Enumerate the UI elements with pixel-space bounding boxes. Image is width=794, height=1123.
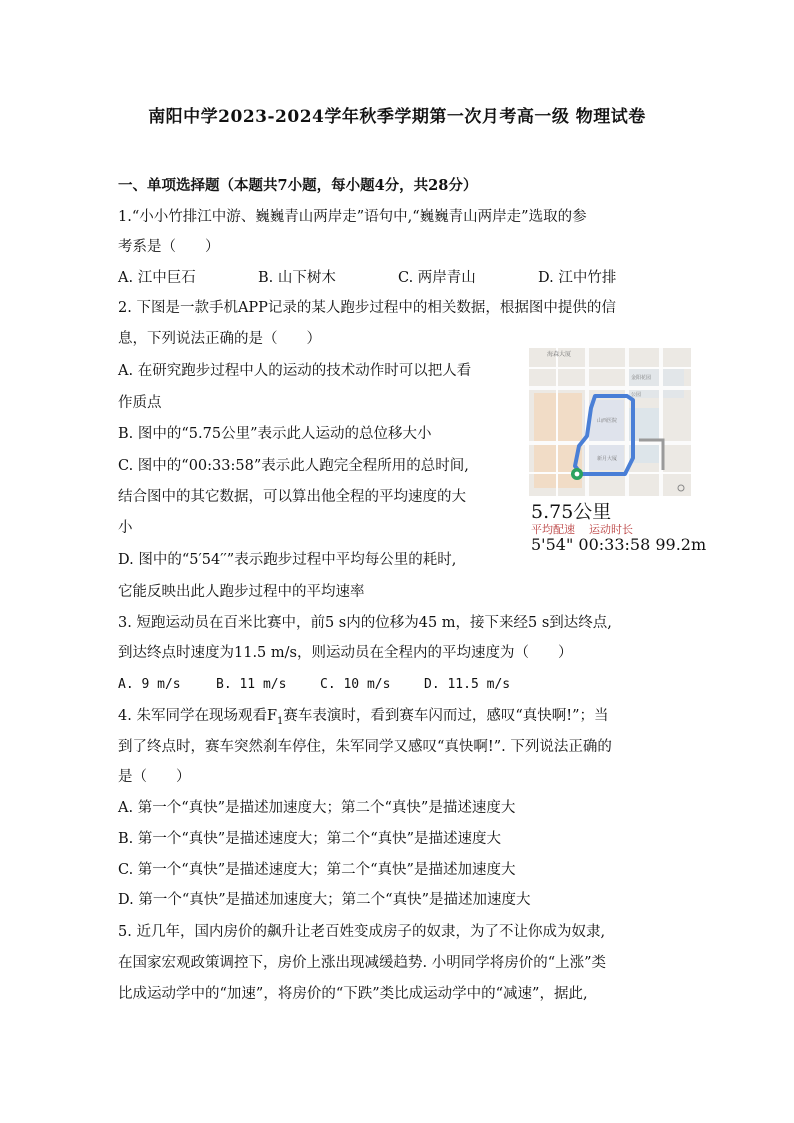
q1-option-a: A. 江中巨石 — [118, 270, 196, 286]
running-map-figure — [529, 348, 691, 496]
q2-option-d-2: 它能反映出此人跑步过程中的平均速率 — [118, 584, 365, 600]
q2-option-c-3: 小 — [118, 520, 133, 536]
q2-option-c-2: 结合图中的其它数据，可以算出他全程的平均速度的大 — [118, 489, 466, 505]
q1-options — [118, 268, 616, 288]
q4-option-d: D. 第一个“真快”是描述加速度大；第二个“真快”是描述加速度大 — [118, 892, 531, 908]
q2-option-b: B. 图中的“5.75公里”表示此人运动的总位移大小 — [118, 426, 432, 442]
q1-option-d: D. 江中竹排 — [538, 270, 617, 286]
q5-line-3: 比成运动学中的“加速”，将房价的“下跌”类比成运动学中的“减速”，据此, — [118, 986, 588, 1002]
q4-option-c: C. 第一个“真快”是描述速度大；第二个“真快”是描述加速度大 — [118, 862, 516, 878]
svg-text:山西医院: 山西医院 — [597, 418, 618, 424]
map-graphic — [529, 348, 691, 496]
q4-option-b: B. 第一个“真快”是描述速度大；第二个“真快”是描述速度大 — [118, 831, 502, 847]
q1-option-b: B. 山下树木 — [258, 270, 336, 286]
q3-options — [118, 675, 510, 695]
label-duration: 运动时长 — [589, 523, 633, 536]
q5-line-1: 5. 近几年，国内房价的飙升让老百姓变成房子的奴隶，为了不让你成为奴隶, — [118, 924, 606, 940]
q4-option-a: A. 第一个“真快”是描述加速度大；第二个“真快”是描述速度大 — [118, 800, 516, 816]
q2-option-a-2: 作质点 — [118, 395, 162, 411]
run-stats: 5'54" 00:33:58 99.2m — [531, 535, 707, 554]
q2-line-2: 息，下列说法正确的是（ ） — [118, 331, 321, 347]
svg-text:新月大厦: 新月大厦 — [597, 456, 618, 462]
q4-subscript: 1 — [277, 715, 284, 727]
run-distance: 5.75公里 — [531, 501, 612, 523]
label-average-pace: 平均配速 — [531, 523, 575, 536]
q4-line-1-pre: 4. 朱军同学在现场观看F — [118, 708, 278, 724]
q2-option-d-1: D. 图中的“5′54′′”表示跑步过程中平均每公里的耗时, — [118, 552, 457, 568]
section-heading: 一、单项选择题（本题共7小题，每小题4分，共28分） — [118, 177, 478, 194]
q4-line-1 — [118, 706, 609, 732]
svg-text:海森大厦: 海森大厦 — [547, 351, 572, 358]
q1-line-1: 1.“小小竹排江中游、巍巍青山两岸走”语句中,“巍巍青山两岸走”选取的参 — [118, 209, 587, 225]
page-title: 南阳中学2023-2024学年秋季学期第一次月考高一级 物理试卷 — [148, 107, 646, 127]
q4-line-3: 是（ ） — [118, 769, 191, 785]
svg-text:公园: 公园 — [631, 392, 642, 398]
q3-line-2: 到达终点时速度为11.5 m/s，则运动员在全程内的平均速度为（ ） — [118, 645, 573, 661]
q3-option-b: B. 11 m/s — [216, 677, 287, 692]
q2-option-a-1: A. 在研究跑步过程中人的运动的技术动作时可以把人看 — [118, 363, 472, 379]
q3-line-1: 3. 短跑运动员在百米比赛中，前5 s内的位移为45 m，接下来经5 s到达终点, — [118, 615, 612, 631]
q1-line-2: 考系是（ ） — [118, 239, 220, 255]
q2-line-1: 2. 下图是一款手机APP记录的某人跑步过程中的相关数据，根据图中提供的信 — [118, 300, 616, 316]
q2-option-c-1: C. 图中的“00:33:58”表示此人跑完全程所用的总时间, — [118, 458, 469, 474]
q3-option-d: D. 11.5 m/s — [424, 677, 511, 692]
q4-line-2: 到了终点时，赛车突然刹车停住，朱军同学又感叹“真快啊!”. 下列说法正确的 — [118, 739, 612, 755]
q4-line-1-post: 赛车表演时，看到赛车闪而过，感叹“真快啊!”；当 — [283, 708, 609, 724]
q3-option-a: A. 9 m/s — [118, 677, 181, 692]
svg-text:金阳花园: 金阳花园 — [631, 375, 652, 381]
q1-option-c: C. 两岸青山 — [398, 270, 476, 286]
q5-line-2: 在国家宏观政策调控下，房价上涨出现减缓趋势. 小明同学将房价的“上涨”类 — [118, 955, 607, 971]
q3-option-c: C. 10 m/s — [320, 677, 391, 692]
